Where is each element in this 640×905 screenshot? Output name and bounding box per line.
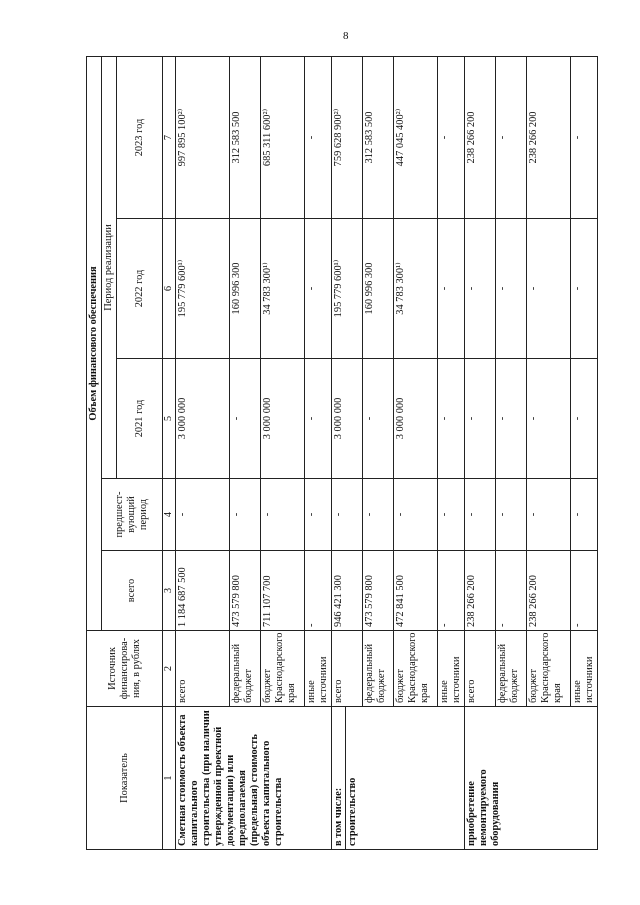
year-2023-cell: -	[496, 56, 527, 218]
header-period: Период реализации	[102, 56, 117, 478]
column-number-row	[163, 56, 176, 849]
col-number: 6	[163, 219, 176, 359]
year-2022-cell: -	[496, 219, 527, 359]
year-2022-cell: -	[465, 219, 496, 359]
previous-period-cell: -	[305, 479, 332, 551]
col-number: 7	[163, 56, 176, 218]
total-cell: -	[571, 551, 598, 631]
header-2021: 2021 год	[117, 359, 163, 479]
col-number: 5	[163, 359, 176, 479]
year-2021-cell: -	[465, 359, 496, 479]
year-2022-cell: -	[527, 219, 571, 359]
indicator-text: строительство	[347, 777, 358, 846]
source-cell: федеральный бюджет	[496, 631, 527, 707]
header-volume: Объем финансового обеспечения	[87, 56, 102, 630]
table-row	[176, 56, 230, 849]
header-previous: предшест-вующий период	[102, 479, 163, 551]
source-cell: всего	[465, 631, 496, 707]
year-2021-cell: -	[230, 359, 261, 479]
previous-period-cell: -	[261, 479, 305, 551]
header-source: Источник финансирова-ния, в рублях	[87, 631, 163, 707]
year-2023-cell: 759 628 900²⁾	[332, 56, 363, 218]
year-2021-cell: -	[438, 359, 465, 479]
year-2022-cell: -	[571, 219, 598, 359]
year-2022-cell: 195 779 600¹⁾	[176, 219, 230, 359]
col-number: 3	[163, 551, 176, 631]
year-2023-cell: 238 266 200	[465, 56, 496, 218]
year-2022-cell: -	[305, 219, 332, 359]
previous-period-cell: -	[363, 479, 394, 551]
year-2022-cell: 34 783 300¹⁾	[394, 219, 438, 359]
previous-period-cell: -	[176, 479, 230, 551]
year-2022-cell: -	[438, 219, 465, 359]
year-2023-cell: 685 311 600²⁾	[261, 56, 305, 218]
source-cell: иные источники	[305, 631, 332, 707]
year-2023-cell: -	[438, 56, 465, 218]
year-2021-cell: 3 000 000	[261, 359, 305, 479]
previous-period-cell: -	[496, 479, 527, 551]
page-number: 8	[343, 30, 349, 42]
source-cell: бюджет Краснодарского края	[394, 631, 438, 707]
indicator-cell	[465, 707, 598, 850]
year-2021-cell: -	[363, 359, 394, 479]
total-cell: -	[496, 551, 527, 631]
total-cell: -	[438, 551, 465, 631]
year-2023-cell: 312 583 500	[363, 56, 394, 218]
previous-period-cell: -	[394, 479, 438, 551]
previous-period-cell: -	[438, 479, 465, 551]
table-body	[176, 56, 598, 849]
year-2023-cell: 312 583 500	[230, 56, 261, 218]
col-number: 2	[163, 631, 176, 707]
total-cell: 473 579 800	[363, 551, 394, 631]
total-cell: -	[305, 551, 332, 631]
year-2023-cell: 997 895 100²⁾	[176, 56, 230, 218]
source-cell: иные источники	[571, 631, 598, 707]
total-cell: 473 579 800	[230, 551, 261, 631]
col-number: 4	[163, 479, 176, 551]
table-row	[332, 56, 363, 849]
total-cell: 711 107 700	[261, 551, 305, 631]
total-cell: 1 184 687 500	[176, 551, 230, 631]
year-2021-cell: 3 000 000	[176, 359, 230, 479]
year-2023-cell: -	[305, 56, 332, 218]
total-cell: 946 421 300	[332, 551, 363, 631]
source-cell: бюджет Краснодарского края	[527, 631, 571, 707]
indicator-cell	[332, 707, 465, 850]
previous-period-cell: -	[465, 479, 496, 551]
year-2021-cell: -	[527, 359, 571, 479]
year-2021-cell: -	[571, 359, 598, 479]
year-2023-cell: 447 045 400²⁾	[394, 56, 438, 218]
source-cell: федеральный бюджет	[230, 631, 261, 707]
total-cell: 238 266 200	[465, 551, 496, 631]
year-2021-cell: -	[305, 359, 332, 479]
year-2021-cell: 3 000 000	[394, 359, 438, 479]
col-number: 1	[163, 707, 176, 850]
previous-period-cell: -	[571, 479, 598, 551]
year-2022-cell: 160 996 300	[230, 219, 261, 359]
header-2022: 2022 год	[117, 219, 163, 359]
rotated-table-container	[86, 57, 610, 850]
header-total: всего	[102, 551, 163, 631]
header-indicator: Показатель	[87, 707, 163, 850]
previous-period-cell: -	[527, 479, 571, 551]
table-row	[465, 56, 496, 849]
indicator-text: Сметная стоимость объекта капитального строительства (при наличии утвержденной проектной документации) или предполагаемая (предельная) стоимость объекта капитального строительства	[177, 710, 284, 846]
indicator-text: приобретение немонтируемого оборудования	[466, 769, 501, 846]
year-2022-cell: 195 779 600¹⁾	[332, 219, 363, 359]
source-cell: всего	[332, 631, 363, 707]
previous-period-cell: -	[230, 479, 261, 551]
header-2023: 2023 год	[117, 56, 163, 218]
total-cell: 472 841 500	[394, 551, 438, 631]
year-2021-cell: -	[496, 359, 527, 479]
year-2022-cell: 34 783 300¹⁾	[261, 219, 305, 359]
year-2023-cell: 238 266 200	[527, 56, 571, 218]
source-cell: федеральный бюджет	[363, 631, 394, 707]
year-2023-cell: -	[571, 56, 598, 218]
source-cell: всего	[176, 631, 230, 707]
source-cell: бюджет Краснодарского края	[261, 631, 305, 707]
source-cell: иные источники	[438, 631, 465, 707]
year-2021-cell: 3 000 000	[332, 359, 363, 479]
total-cell: 238 266 200	[527, 551, 571, 631]
financing-table	[86, 56, 598, 850]
indicator-prefix: в том числе:	[333, 707, 346, 849]
indicator-cell	[176, 707, 332, 850]
year-2022-cell: 160 996 300	[363, 219, 394, 359]
previous-period-cell: -	[332, 479, 363, 551]
